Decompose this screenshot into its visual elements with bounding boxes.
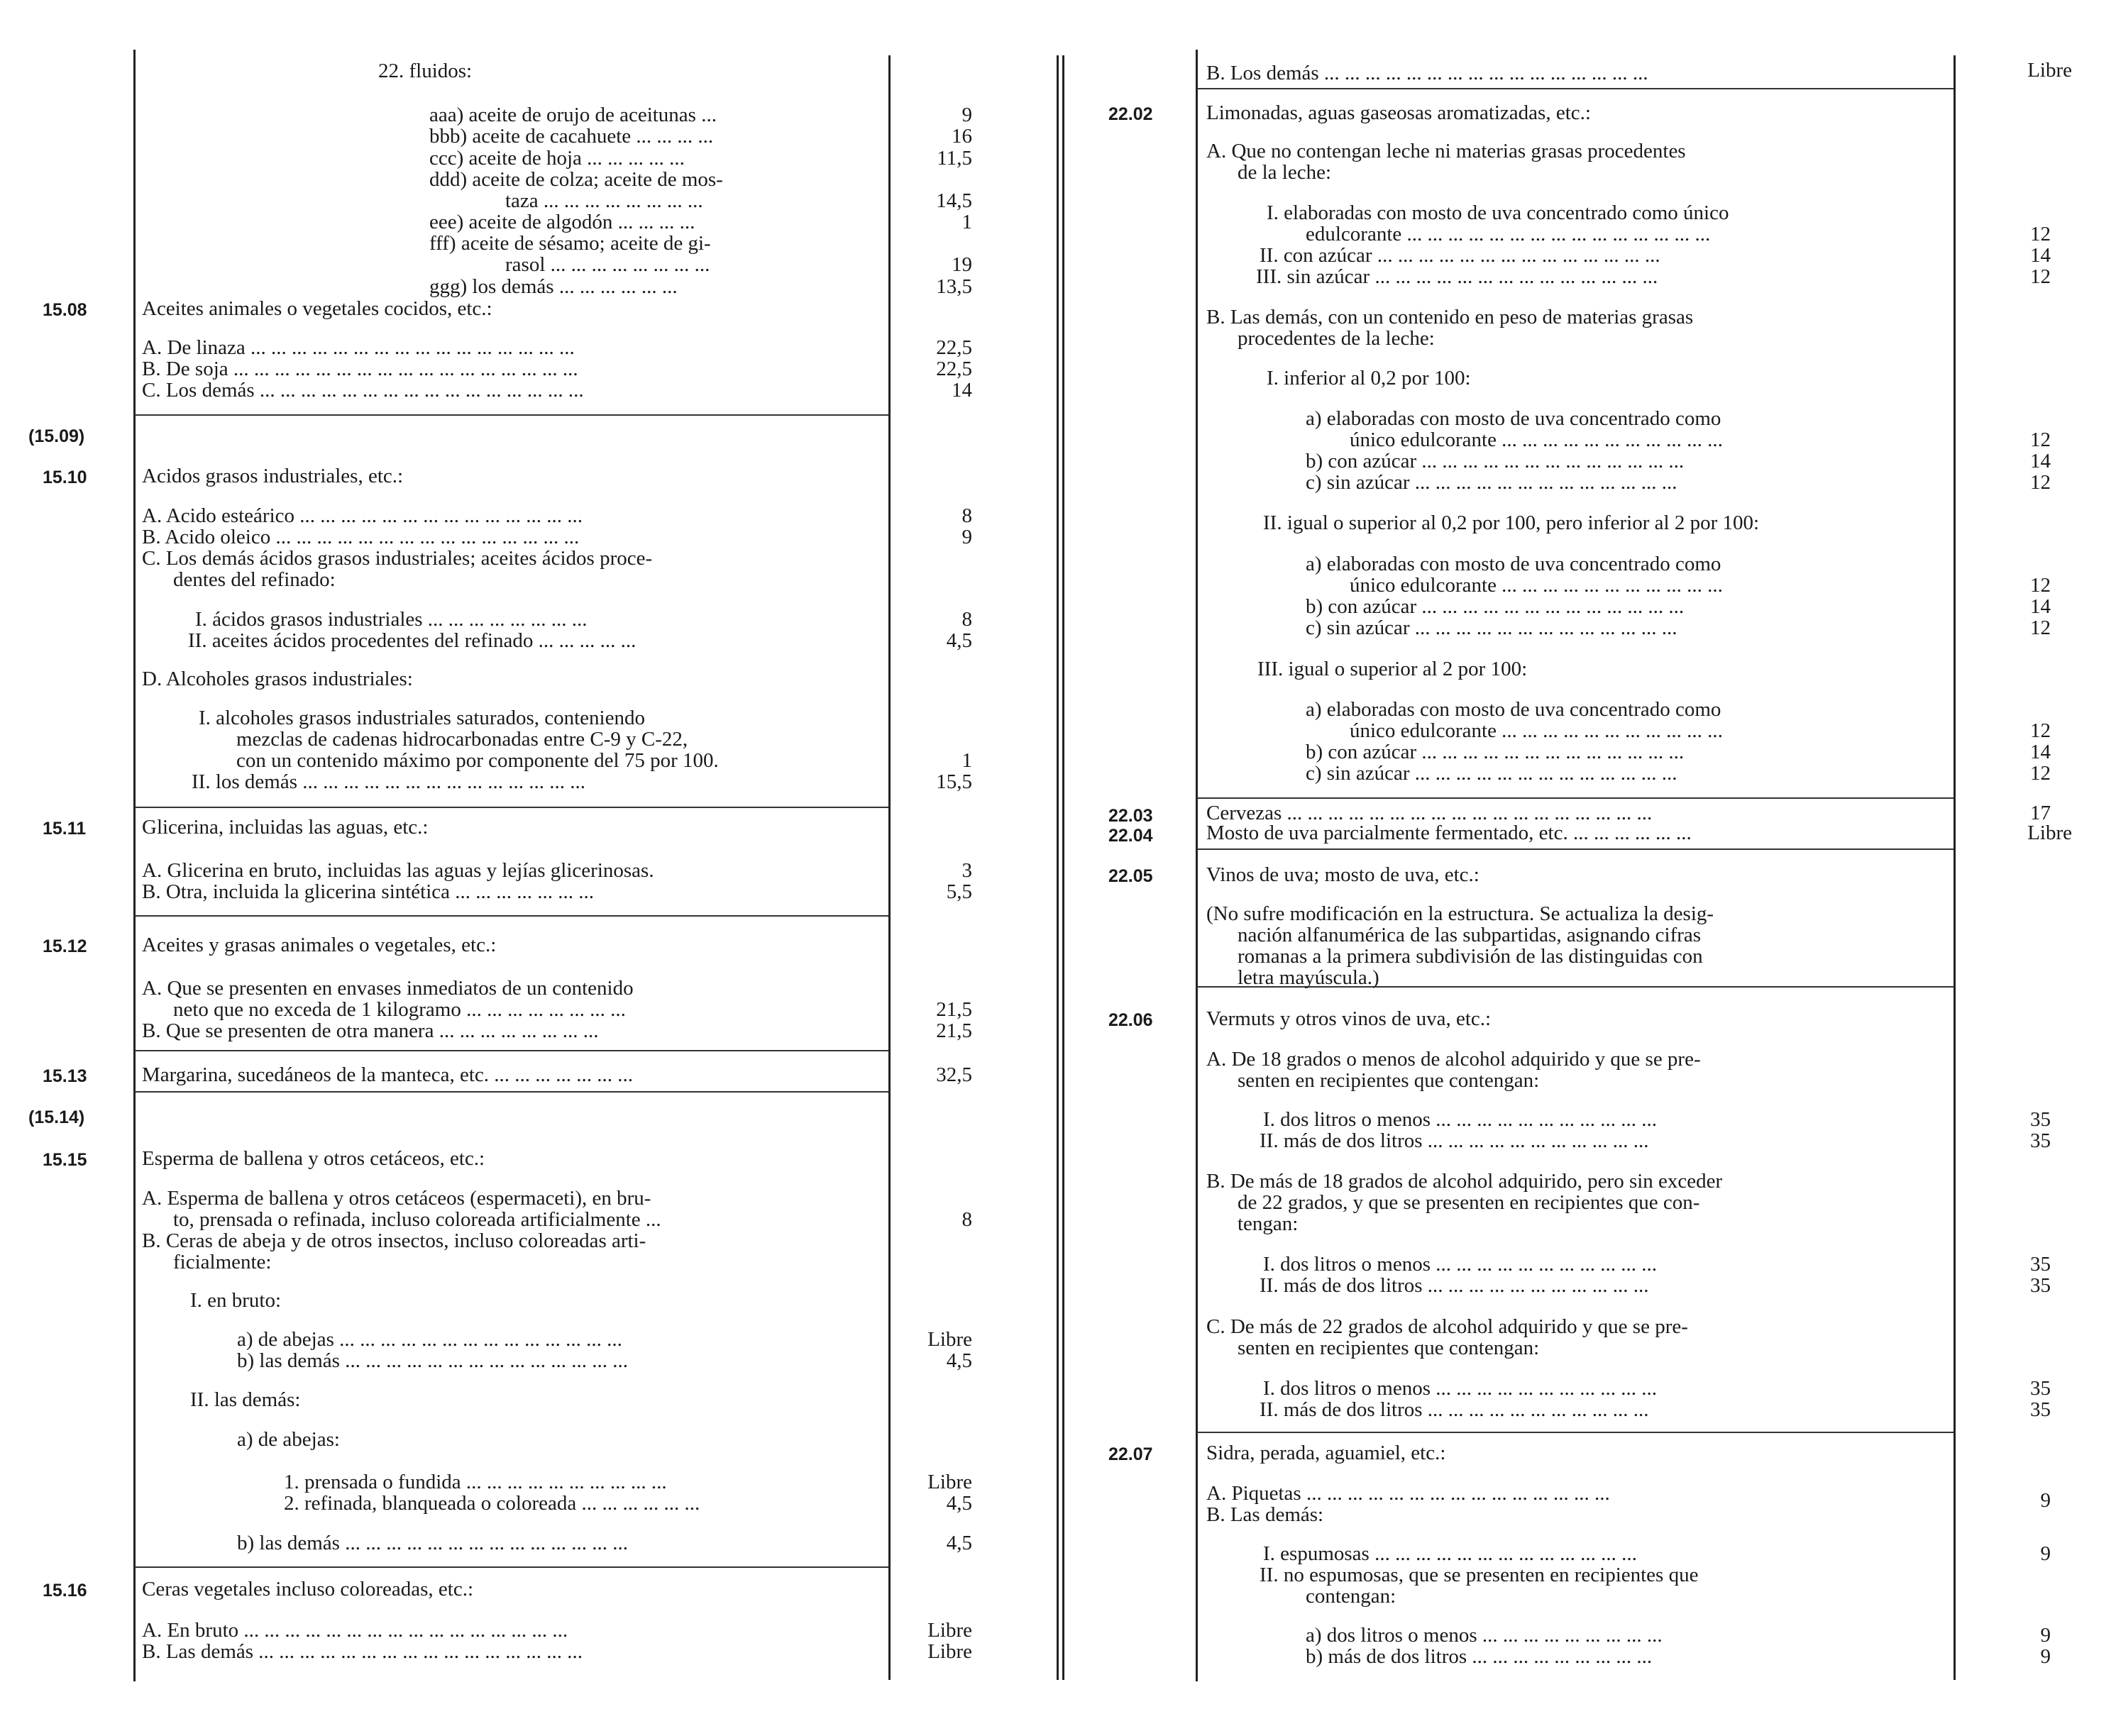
entry-text: II. no espumosas, que se presenten en recipientes que xyxy=(1260,1564,1699,1586)
entry-text: 1. prensada o fundida ... ... ... ... ... ... ... ... ... ... xyxy=(284,1471,667,1493)
entry-text: A. En bruto ... ... ... ... ... ... ... ... ... ... ... ... ... ... ... ... xyxy=(142,1619,568,1642)
entry-text: ggg) los demás ... ... ... ... ... ... xyxy=(429,275,678,298)
entry-text: A. De linaza ... ... ... ... ... ... ... ... ... ... ... ... ... ... ... ... xyxy=(142,336,575,359)
entry-text: to, prensada o refinada, incluso coloreada artificialmente ... xyxy=(173,1208,661,1231)
heading-code: 15.08 xyxy=(43,300,87,320)
note-text: (No sufre modificación en la estructura. Se actualiza la desig- xyxy=(1206,902,1714,925)
entry-text: C. Los demás ácidos grasos industriales; aceites ácidos proce- xyxy=(142,547,653,570)
heading-code: 15.13 xyxy=(43,1066,87,1086)
separator xyxy=(1197,797,1954,799)
separator xyxy=(135,1566,888,1568)
heading-text: Cervezas ... ... ... ... ... ... ... ... ... ... ... ... ... ... ... ... ... ... xyxy=(1206,802,1653,824)
entry-text: B. De más de 18 grados de alcohol adquirido, pero sin exceder xyxy=(1206,1170,1723,1193)
heading-text: Limonadas, aguas gaseosas aromatizadas, etc.: xyxy=(1206,101,1591,124)
entry-text: a) elaboradas con mosto de uva concentrado como xyxy=(1306,553,1721,575)
entry-text: B. De soja ... ... ... ... ... ... ... ... ... ... ... ... ... ... ... ... ... xyxy=(142,358,578,380)
duty-rate: 16 xyxy=(952,125,972,148)
entry-text: II. más de dos litros ... ... ... ... ... ... ... ... ... ... ... xyxy=(1260,1129,1649,1152)
duty-rate: 4,5 xyxy=(946,1492,972,1515)
entry-text: B. Las demás: xyxy=(1206,1503,1324,1526)
entry-text: senten en recipientes que contengan: xyxy=(1238,1069,1540,1092)
duty-rate: 22,5 xyxy=(936,358,972,380)
entry-text: I. dos litros o menos ... ... ... ... ... ... ... ... ... ... ... xyxy=(1263,1377,1658,1400)
duty-rate: 15,5 xyxy=(936,770,972,793)
separator xyxy=(1197,1432,1954,1433)
duty-rate: 8 xyxy=(961,1208,972,1231)
entry-text: II. aceites ácidos procedentes del refinado ... ... ... ... ... xyxy=(188,629,637,652)
entry-text: B. Los demás ... ... ... ... ... ... ... ... ... ... ... ... ... ... ... ... xyxy=(1206,62,1648,84)
duty-rate: 35 xyxy=(2030,1274,2051,1297)
duty-rate: 4,5 xyxy=(946,629,972,652)
entry-text: I. en bruto: xyxy=(190,1289,282,1312)
entry-text: A. Glicerina en bruto, incluidas las aguas y lejías glicerinosas. xyxy=(142,859,654,882)
separator xyxy=(135,1050,888,1051)
duty-rate: 14,5 xyxy=(936,189,972,212)
heading-text: Sidra, perada, aguamiel, etc.: xyxy=(1206,1442,1446,1464)
duty-rate: 14 xyxy=(2030,595,2051,618)
duty-rate: 14 xyxy=(952,379,972,402)
center-rule-b xyxy=(1062,55,1064,1680)
duty-rate: 12 xyxy=(2030,265,2051,288)
duty-rate: 12 xyxy=(2030,574,2051,597)
entry-text: D. Alcoholes grasos industriales: xyxy=(142,668,413,690)
entry-text: de 22 grados, y que se presenten en recipientes que con- xyxy=(1238,1191,1700,1214)
heading-code: 15.16 xyxy=(43,1581,87,1600)
right-text-rule xyxy=(1954,55,1956,1680)
entry-text: a) elaboradas con mosto de uva concentrado como xyxy=(1306,698,1721,721)
entry-text: edulcorante ... ... ... ... ... ... ... ... ... ... ... ... ... ... ... xyxy=(1306,223,1711,245)
heading-code: 15.12 xyxy=(43,936,87,956)
entry-text: A. Piquetas ... ... ... ... ... ... ... ... ... ... ... ... ... ... ... xyxy=(1206,1482,1610,1505)
separator xyxy=(135,414,888,416)
duty-rate: Libre xyxy=(927,1471,972,1493)
duty-rate: Libre xyxy=(2027,822,2072,844)
duty-rate: 3 xyxy=(961,859,972,882)
entry-text: I. alcoholes grasos industriales saturados, conteniendo xyxy=(199,707,645,729)
entry-text: fff) aceite de sésamo; aceite de gi- xyxy=(429,232,711,255)
entry-text: a) elaboradas con mosto de uva concentrado como xyxy=(1306,407,1721,430)
duty-rate: 1 xyxy=(961,749,972,772)
duty-rate: 8 xyxy=(961,608,972,631)
entry-text: b) las demás ... ... ... ... ... ... ... ... ... ... ... ... ... ... xyxy=(237,1532,628,1554)
entry-text: b) con azúcar ... ... ... ... ... ... ... ... ... ... ... ... ... xyxy=(1306,450,1685,472)
separator xyxy=(135,807,888,808)
duty-rate: 19 xyxy=(952,253,972,276)
duty-rate: 9 xyxy=(2040,1624,2051,1647)
separator xyxy=(1197,88,1954,89)
heading-code: 22.04 xyxy=(1108,826,1153,846)
heading-text: Esperma de ballena y otros cetáceos, etc.: xyxy=(142,1147,485,1170)
entry-text: aaa) aceite de orujo de aceitunas ... xyxy=(429,104,717,126)
duty-rate: 35 xyxy=(2030,1398,2051,1421)
entry-text: ccc) aceite de hoja ... ... ... ... ... xyxy=(429,147,685,170)
entry-text: b) más de dos litros ... ... ... ... ... ... ... ... ... xyxy=(1306,1645,1653,1668)
entry-text: B. Las demás ... ... ... ... ... ... ... ... ... ... ... ... ... ... ... ... xyxy=(142,1640,583,1663)
entry-text: eee) aceite de algodón ... ... ... ... xyxy=(429,211,695,233)
heading-code: 15.10 xyxy=(43,468,87,487)
heading-code: (15.14) xyxy=(28,1107,85,1127)
entry-text: contengan: xyxy=(1306,1585,1396,1608)
entry-text: a) de abejas ... ... ... ... ... ... ... ... ... ... ... ... ... ... xyxy=(237,1328,622,1351)
heading-code: 15.15 xyxy=(43,1150,87,1170)
duty-rate: 12 xyxy=(2030,762,2051,785)
duty-rate: 35 xyxy=(2030,1108,2051,1131)
separator xyxy=(135,915,888,917)
duty-rate: 9 xyxy=(961,104,972,126)
duty-rate: 35 xyxy=(2030,1377,2051,1400)
entry-text: I. dos litros o menos ... ... ... ... ... ... ... ... ... ... ... xyxy=(1263,1253,1658,1276)
duty-rate: 9 xyxy=(961,526,972,548)
duty-rate: 12 xyxy=(2030,223,2051,245)
entry-text: C. De más de 22 grados de alcohol adquirido y que se pre- xyxy=(1206,1315,1688,1338)
separator xyxy=(135,1091,888,1093)
entry-text: c) sin azúcar ... ... ... ... ... ... ... ... ... ... ... ... ... xyxy=(1306,762,1677,785)
duty-rate: 9 xyxy=(2040,1542,2051,1565)
heading-code: 22.05 xyxy=(1108,866,1153,886)
entry-text: senten en recipientes que contengan: xyxy=(1238,1337,1540,1359)
entry-text: c) sin azúcar ... ... ... ... ... ... ... ... ... ... ... ... ... xyxy=(1306,471,1677,494)
entry-text: neto que no exceda de 1 kilogramo ... ... ... ... ... ... ... ... xyxy=(173,998,626,1021)
entry-text: I. elaboradas con mosto de uva concentrado como único xyxy=(1267,201,1729,224)
heading-text: Acidos grasos industriales, etc.: xyxy=(142,465,404,487)
duty-rate: 14 xyxy=(2030,244,2051,267)
entry-text: con un contenido máximo por componente del 75 por 100. xyxy=(236,749,719,772)
entry-text: a) de abejas: xyxy=(237,1428,340,1451)
duty-rate: 35 xyxy=(2030,1253,2051,1276)
entry-text: I. espumosas ... ... ... ... ... ... ... ... ... ... ... ... ... xyxy=(1263,1542,1637,1565)
duty-rate: 9 xyxy=(2040,1489,2051,1512)
heading-text: Aceites y grasas animales o vegetales, etc.: xyxy=(142,934,497,956)
duty-rate: 17 xyxy=(2030,802,2051,824)
heading-text: Mosto de uva parcialmente fermentado, etc. ... ... ... ... ... ... xyxy=(1206,822,1692,844)
note-text: romanas a la primera subdivisión de las distinguidas con xyxy=(1238,945,1703,968)
note-text: nación alfanumérica de las subpartidas, asignando cifras xyxy=(1238,924,1702,946)
duty-rate: Libre xyxy=(927,1328,972,1351)
heading-text: Aceites animales o vegetales cocidos, etc.: xyxy=(142,297,492,320)
entry-text: taza ... ... ... ... ... ... ... ... xyxy=(505,189,703,212)
entry-text: b) con azúcar ... ... ... ... ... ... ... ... ... ... ... ... ... xyxy=(1306,595,1685,618)
entry-text: dentes del refinado: xyxy=(173,568,336,591)
entry-text: único edulcorante ... ... ... ... ... ... ... ... ... ... ... xyxy=(1350,574,1723,597)
heading-text: Ceras vegetales incluso coloreadas, etc.: xyxy=(142,1578,474,1600)
heading-code: 22.06 xyxy=(1108,1010,1153,1030)
entry-text: B. Que se presenten de otra manera ... ... ... ... ... ... ... ... xyxy=(142,1019,599,1042)
entry-text: II. con azúcar ... ... ... ... ... ... ... ... ... ... ... ... ... ... xyxy=(1260,244,1660,267)
duty-rate: 14 xyxy=(2030,450,2051,472)
duty-rate: 4,5 xyxy=(946,1349,972,1372)
entry-text: B. Acido oleico ... ... ... ... ... ... ... ... ... ... ... ... ... ... ... xyxy=(142,526,580,548)
entry-text: B. Otra, incluida la glicerina sintética ... ... ... ... ... ... ... xyxy=(142,880,595,903)
entry-text: mezclas de cadenas hidrocarbonadas entre C-9 y C-22, xyxy=(236,728,688,751)
duty-rate: 12 xyxy=(2030,471,2051,494)
duty-rate: 13,5 xyxy=(936,275,972,298)
entry-text: I. inferior al 0,2 por 100: xyxy=(1267,367,1471,389)
duty-rate: 11,5 xyxy=(937,147,972,170)
entry-text: bbb) aceite de cacahuete ... ... ... ... xyxy=(429,125,714,148)
entry-text: tengan: xyxy=(1238,1212,1299,1235)
entry-text: de la leche: xyxy=(1238,161,1332,184)
entry-text: 22. fluidos: xyxy=(378,60,473,82)
heading-code: 22.03 xyxy=(1108,806,1153,826)
heading-code: 22.07 xyxy=(1108,1444,1153,1464)
entry-text: c) sin azúcar ... ... ... ... ... ... ... ... ... ... ... ... ... xyxy=(1306,617,1677,639)
entry-text: III. sin azúcar ... ... ... ... ... ... ... ... ... ... ... ... ... ... xyxy=(1256,265,1658,288)
entry-text: II. las demás: xyxy=(190,1388,301,1411)
entry-text: A. Que no contengan leche ni materias grasas procedentes xyxy=(1206,140,1686,162)
entry-text: único edulcorante ... ... ... ... ... ... ... ... ... ... ... xyxy=(1350,429,1723,451)
center-rule-a xyxy=(1057,55,1059,1680)
entry-text: A. Que se presenten en envases inmediatos de un contenido xyxy=(142,977,634,1000)
duty-rate: 21,5 xyxy=(936,998,972,1021)
entry-text: ddd) aceite de colza; aceite de mos- xyxy=(429,168,723,191)
entry-text: a) dos litros o menos ... ... ... ... ... ... ... ... ... xyxy=(1306,1624,1663,1647)
duty-rate: 12 xyxy=(2030,429,2051,451)
entry-text: B. Ceras de abeja y de otros insectos, incluso coloreadas arti- xyxy=(142,1229,646,1252)
entry-text: b) con azúcar ... ... ... ... ... ... ... ... ... ... ... ... ... xyxy=(1306,741,1685,763)
duty-rate: 9 xyxy=(2040,1645,2051,1668)
duty-rate: 35 xyxy=(2030,1129,2051,1152)
duty-rate: 12 xyxy=(2030,617,2051,639)
entry-text: único edulcorante ... ... ... ... ... ... ... ... ... ... ... xyxy=(1350,719,1723,742)
heading-code: (15.09) xyxy=(28,426,85,446)
duty-rate: 12 xyxy=(2030,719,2051,742)
duty-rate: 14 xyxy=(2030,741,2051,763)
entry-text: II. los demás ... ... ... ... ... ... ... ... ... ... ... ... ... ... xyxy=(192,770,585,793)
separator xyxy=(1197,848,1954,850)
heading-text: Margarina, sucedáneos de la manteca, etc. ... ... ... ... ... ... ... xyxy=(142,1063,634,1086)
entry-text: A. De 18 grados o menos de alcohol adquirido y que se pre- xyxy=(1206,1048,1701,1071)
heading-text: Vermuts y otros vinos de uva, etc.: xyxy=(1206,1007,1492,1030)
heading-text: Vinos de uva; mosto de uva, etc.: xyxy=(1206,863,1479,886)
entry-text: ficialmente: xyxy=(173,1251,272,1273)
duty-rate: Libre xyxy=(927,1640,972,1663)
duty-rate: 5,5 xyxy=(946,880,972,903)
note-text: letra mayúscula.) xyxy=(1238,966,1379,989)
entry-text: A. Esperma de ballena y otros cetáceos (espermaceti), en bru- xyxy=(142,1187,651,1210)
entry-text: I. ácidos grasos industriales ... ... ... ... ... ... ... ... xyxy=(195,608,588,631)
entry-text: A. Acido esteárico ... ... ... ... ... ... ... ... ... ... ... ... ... ... xyxy=(142,504,583,527)
right-code-rule xyxy=(1196,50,1198,1681)
entry-text: II. más de dos litros ... ... ... ... ... ... ... ... ... ... ... xyxy=(1260,1274,1649,1297)
entry-text: C. Los demás ... ... ... ... ... ... ... ... ... ... ... ... ... ... ... ... xyxy=(142,379,584,402)
duty-rate: 32,5 xyxy=(936,1063,972,1086)
heading-code: 15.11 xyxy=(43,819,87,839)
entry-text: b) las demás ... ... ... ... ... ... ... ... ... ... ... ... ... ... xyxy=(237,1349,628,1372)
entry-text: procedentes de la leche: xyxy=(1238,327,1435,350)
entry-text: rasol ... ... ... ... ... ... ... ... xyxy=(505,253,710,276)
entry-text: III. igual o superior al 2 por 100: xyxy=(1257,658,1528,680)
entry-text: I. dos litros o menos ... ... ... ... ... ... ... ... ... ... ... xyxy=(1263,1108,1658,1131)
left-code-rule xyxy=(133,50,136,1681)
entry-text: II. más de dos litros ... ... ... ... ... ... ... ... ... ... ... xyxy=(1260,1398,1649,1421)
entry-text: B. Las demás, con un contenido en peso de materias grasas xyxy=(1206,306,1694,328)
duty-rate: 8 xyxy=(961,504,972,527)
duty-rate: 21,5 xyxy=(936,1019,972,1042)
duty-rate: 22,5 xyxy=(936,336,972,359)
duty-rate: Libre xyxy=(2027,59,2072,82)
duty-rate: Libre xyxy=(927,1619,972,1642)
entry-text: 2. refinada, blanqueada o coloreada ... ... ... ... ... ... xyxy=(284,1492,700,1515)
entry-text: II. igual o superior al 0,2 por 100, pero inferior al 2 por 100: xyxy=(1263,512,1760,534)
duty-rate: 1 xyxy=(961,211,972,233)
duty-rate: 4,5 xyxy=(946,1532,972,1554)
heading-text: Glicerina, incluidas las aguas, etc.: xyxy=(142,816,429,839)
heading-code: 22.02 xyxy=(1108,104,1153,124)
